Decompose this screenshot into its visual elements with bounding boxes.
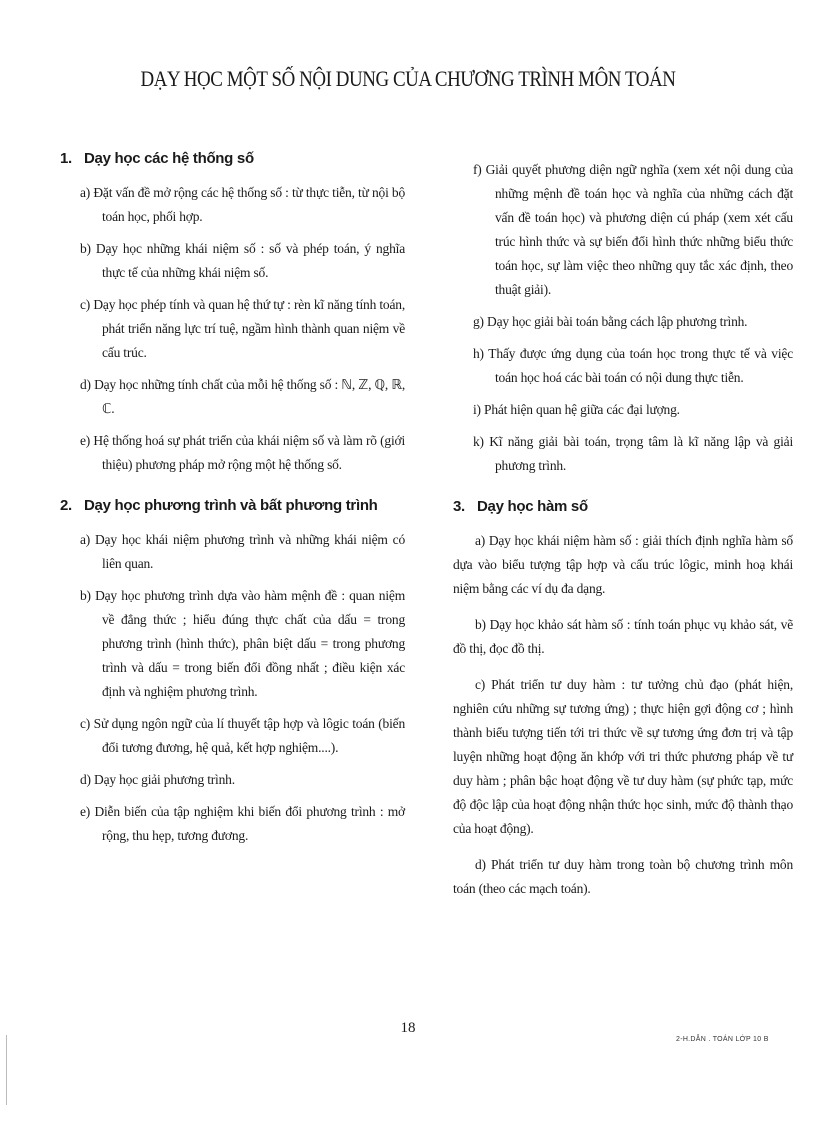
section-2-item-h: h) Thấy được ứng dụng của toán học trong thực tế và việc toán học hoá các bài toán có nội dung thực tiễn. [473,346,793,385]
section-2-item-a: a) Dạy học khái niệm phương trình và những khái niệm có liên quan. [80,532,405,571]
scan-margin-line [6,1035,7,1105]
section-2-item-e: e) Diễn biến của tập nghiệm khi biến đổi phương trình : mở rộng, thu hẹp, tương đương. [80,804,405,843]
section-1-title: Dạy học các hệ thống số [84,150,254,167]
section-3-title: Dạy học hàm số [477,498,588,515]
section-2-item-k: k) Kĩ năng giải bài toán, trọng tâm là kĩ năng lập và giải phương trình. [473,434,793,473]
section-2-item-f: f) Giải quyết phương diện ngữ nghĩa (xem xét nội dung của những mệnh đề toán học và nghĩa của những cách đặt vấn đề toán học) và phương diện cú pháp (xem xét cấu trúc hình thức và sự biến đổi hình thức những biểu thức toán học, sự làm việc theo những quy tắc xác định, theo thuật giải). [473,162,793,297]
section-3-para-c: c) Phát triển tư duy hàm : tư tưởng chủ đạo (phát hiện, nghiên cứu những sự tương ứng) ; thực hiện gợi động cơ ; hình thành biểu tượng tiến tới tri thức về sự tương ứng đơn trị và tập luyện những hoạt động ăn khớp với tri thức phương pháp về tư duy hàm ; phân bậc hoạt động về tư duy hàm (sự phức tạp, mức độ độc lập của hoạt động nhận thức học sinh, mức độ thành thạo của hoạt động). [453,677,793,836]
section-2-item-c: c) Sử dụng ngôn ngữ của lí thuyết tập hợp và lôgic toán (biến đổi tương đương, hệ quả, kết hợp nghiệm....). [80,716,405,755]
section-3-heading [453,498,793,515]
section-3-para-a: a) Dạy học khái niệm hàm số : giải thích định nghĩa hàm số dựa vào biểu tượng tập hợp và cấu trúc lôgic, minh hoạ khái niệm bằng các ví dụ đa dạng. [453,533,793,596]
page-title: DẠY HỌC MỘT SỐ NỘI DUNG CỦA CHƯƠNG TRÌNH MÔN TOÁN [140,66,676,91]
section-2-heading [60,497,405,514]
section-1-heading [60,150,405,167]
section-2-item-d: d) Dạy học giải phương trình. [80,772,235,787]
section-1-item-d: d) Dạy học những tính chất của mỗi hệ thống số : ℕ, ℤ, ℚ, ℝ, ℂ. [80,377,405,416]
section-1-item-b: b) Dạy học những khái niệm số : số và phép toán, ý nghĩa thực tế của những khái niệm số. [80,241,405,280]
section-2-title: Dạy học phương trình và bất phương trình [84,497,378,514]
section-3-para-b: b) Dạy học khảo sát hàm số : tính toán phục vụ khảo sát, vẽ đồ thị, đọc đồ thị. [453,617,793,656]
section-2-number: 2. [60,497,72,514]
section-2-item-g: g) Dạy học giải bài toán bằng cách lập phương trình. [473,314,748,329]
section-2-item-i: i) Phát hiện quan hệ giữa các đại lượng. [473,402,680,417]
section-3-para-d: d) Phát triển tư duy hàm trong toàn bộ chương trình môn toán (theo các mạch toán). [453,857,793,896]
left-column [60,150,405,856]
page-number: 18 [400,1020,416,1036]
section-3-number: 3. [453,498,465,515]
footer-mark: 2-H.DẪN . TOÁN LỚP 10 B [676,1036,769,1043]
section-1-number: 1. [60,150,72,167]
right-column [453,158,793,913]
section-2-item-b: b) Dạy học phương trình dựa vào hàm mệnh đề : quan niệm về đẳng thức ; hiểu đúng thực chất của dấu = trong phương trình (hình thức), phân biệt dấu = trong phương trình và dấu = trong biến đổi đồng nhất ; điều kiện xác định và nghiệm phương trình. [80,588,405,699]
section-1-item-a: a) Đặt vấn đề mở rộng các hệ thống số : từ thực tiễn, từ nội bộ toán học, phối hợp. [80,185,405,224]
section-1-item-c: c) Dạy học phép tính và quan hệ thứ tự : rèn kĩ năng tính toán, phát triển năng lực trí tuệ, ngầm hình thành quan niệm về cấu trúc. [80,297,405,360]
section-1-item-e: e) Hệ thống hoá sự phát triển của khái niệm số và làm rõ (giới thiệu) phương pháp mở rộng một hệ thống số. [80,433,405,472]
